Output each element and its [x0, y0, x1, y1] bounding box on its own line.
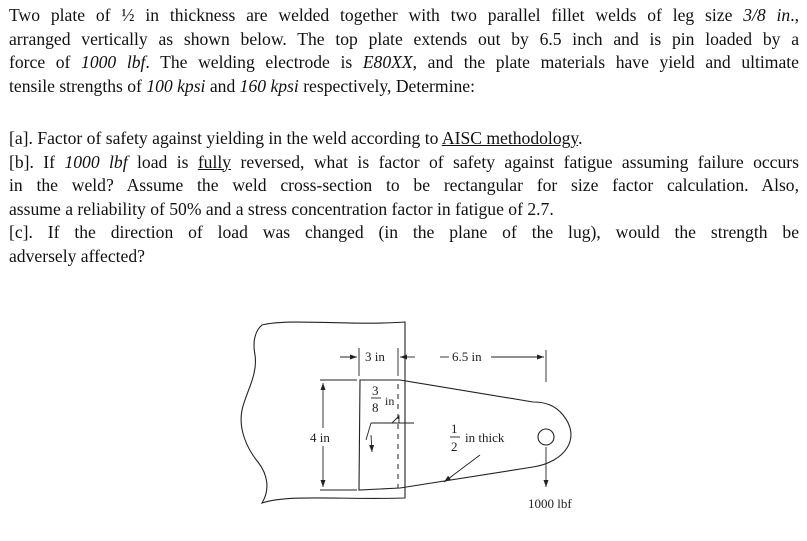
pin-hole: [538, 429, 554, 445]
part-text: fully: [197, 151, 232, 172]
load-label: 1000 lbf: [528, 496, 572, 511]
height-label: 4 in: [310, 430, 330, 445]
intro-text: 100 kpsi: [146, 75, 206, 96]
intro-text: 1000 lbf: [81, 52, 146, 73]
intro-text: force of: [9, 52, 82, 73]
intro-text: respectively, Determine:: [298, 75, 475, 96]
intro-text: 160 kpsi: [239, 75, 299, 96]
weld-symbol: [366, 416, 414, 452]
weld-leg-numerator: 3: [372, 383, 379, 398]
intro-text: . The welding electrode is: [145, 52, 363, 73]
intro-text: , and the plate materials have yield and ultimate: [412, 52, 799, 73]
part-text: 1000 lbf: [64, 151, 128, 172]
part-text: [a]. Factor of safety against yielding in the weld according to: [9, 128, 442, 148]
thickness-denominator: 2: [451, 439, 458, 454]
intro-text: tensile strengths of: [9, 75, 147, 96]
intro-text: .,: [790, 5, 799, 25]
part-text: [b]. If: [9, 151, 65, 172]
weld-leg-unit: in: [385, 394, 395, 408]
intro-text: arranged vertically as shown below. The top plate extends out by 6.5 inch and is pin loaded by a: [9, 28, 799, 49]
part-text: [c]. If the direction of load was changed (in the plane of the lug), would the strength be: [9, 222, 799, 243]
part-text: adversely affected?: [9, 245, 145, 266]
intro-text: E80XX: [362, 52, 413, 73]
thickness-numerator: 1: [451, 421, 458, 436]
intro-text: Two plate of ½ in thickness are welded together with two parallel fillet welds of leg size: [9, 5, 744, 25]
part-text: .: [578, 128, 583, 148]
part-text: assume a reliability of 50% and a stress concentration factor in fatigue of 2.7.: [9, 198, 554, 219]
thickness-label: in thick: [465, 430, 505, 445]
part-text: AISC methodology: [441, 128, 579, 148]
part-text: in the weld? Assume the weld cross-section to be rectangular for size factor calculation. Also,: [9, 175, 799, 196]
part-text: load is: [127, 151, 198, 172]
part-text: reversed, what is factor of safety against fatigue assuming failure occurs: [231, 151, 799, 172]
weld-leg-denominator: 8: [372, 400, 379, 415]
extension-label: 6.5 in: [452, 349, 482, 364]
intro-text: and: [205, 75, 240, 96]
intro-text: 3/8 in: [743, 5, 791, 25]
width-label: 3 in: [365, 349, 385, 364]
